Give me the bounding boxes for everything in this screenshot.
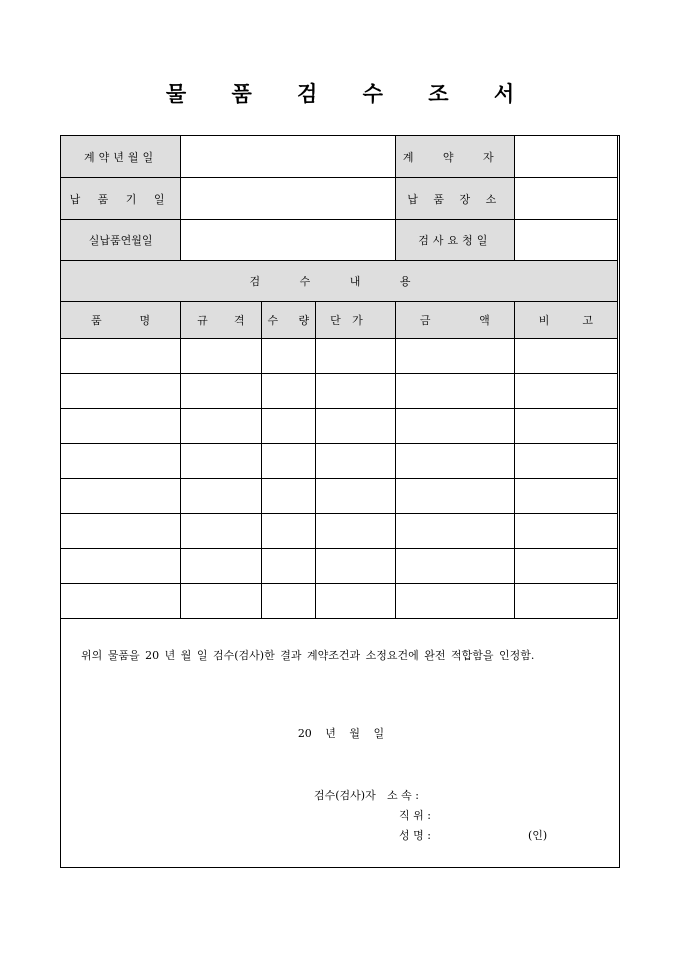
delivery-deadline-label: 납 품 기 일 — [61, 178, 181, 220]
item-name-cell[interactable] — [61, 444, 181, 479]
item-row — [61, 444, 618, 479]
document-title: 물 품 검 수 조 서 — [165, 81, 534, 106]
contractor-label: 계 약 자 — [395, 136, 514, 178]
amount-cell[interactable] — [395, 549, 514, 584]
inspection-form — [60, 135, 620, 868]
item-name-cell[interactable] — [61, 409, 181, 444]
column-header-row — [61, 302, 618, 339]
delivery-place-label: 납 품 장 소 — [395, 178, 514, 220]
inspector-prefix: 검수(검사)자 — [314, 789, 376, 802]
item-name-cell[interactable] — [61, 584, 181, 619]
unit-price-cell[interactable] — [316, 374, 396, 409]
inspection-request-label: 검사요청일 — [395, 220, 514, 261]
item-row — [61, 584, 618, 619]
spec-cell[interactable] — [181, 549, 261, 584]
item-name-cell[interactable] — [61, 339, 181, 374]
item-row — [61, 479, 618, 514]
spec-cell[interactable] — [181, 374, 261, 409]
spec-cell[interactable] — [181, 339, 261, 374]
date-line: 20 년 월 일 — [297, 727, 385, 740]
amount-cell[interactable] — [395, 479, 514, 514]
affiliation-label: 소 속 : — [387, 789, 419, 802]
unit-price-cell[interactable] — [316, 514, 396, 549]
unit-price-cell[interactable] — [316, 584, 396, 619]
col-qty: 수 량 — [261, 302, 316, 339]
spec-cell[interactable] — [181, 409, 261, 444]
remark-cell[interactable] — [514, 409, 617, 444]
delivery-place-field[interactable] — [514, 178, 617, 220]
col-amount: 금 액 — [395, 302, 514, 339]
item-row — [61, 374, 618, 409]
col-item-name: 품 명 — [61, 302, 181, 339]
item-name-cell[interactable] — [61, 479, 181, 514]
item-rows — [61, 339, 618, 619]
item-row — [61, 549, 618, 584]
remark-cell[interactable] — [514, 374, 617, 409]
qty-cell[interactable] — [261, 444, 316, 479]
inspection-request-field[interactable] — [514, 220, 617, 261]
spec-cell[interactable] — [181, 514, 261, 549]
position-label: 직 위 : — [399, 809, 431, 822]
unit-price-cell[interactable] — [316, 444, 396, 479]
remark-cell[interactable] — [514, 549, 617, 584]
amount-cell[interactable] — [395, 444, 514, 479]
amount-cell[interactable] — [395, 339, 514, 374]
qty-cell[interactable] — [261, 479, 316, 514]
amount-cell[interactable] — [395, 409, 514, 444]
amount-cell[interactable] — [395, 584, 514, 619]
item-name-cell[interactable] — [61, 374, 181, 409]
unit-price-cell[interactable] — [316, 409, 396, 444]
item-row — [61, 339, 618, 374]
qty-cell[interactable] — [261, 584, 316, 619]
remark-cell[interactable] — [514, 479, 617, 514]
spec-cell[interactable] — [181, 444, 261, 479]
name-label: 성 명 : — [399, 829, 431, 842]
statement-text: 위의 물품을 20 년 월 일 검수(검사)한 결과 계약조건과 소정요건에 완전 적합함을 인정함. — [81, 649, 535, 662]
actual-delivery-field[interactable] — [181, 220, 396, 261]
delivery-deadline-field[interactable] — [181, 178, 396, 220]
spec-cell[interactable] — [181, 479, 261, 514]
item-row — [61, 514, 618, 549]
col-spec: 규 격 — [181, 302, 261, 339]
qty-cell[interactable] — [261, 339, 316, 374]
remark-cell[interactable] — [514, 339, 617, 374]
col-unit-price: 단 가 — [316, 302, 396, 339]
contractor-field[interactable] — [514, 136, 617, 178]
actual-delivery-label: 실납품연월일 — [61, 220, 181, 261]
spec-cell[interactable] — [181, 584, 261, 619]
remark-cell[interactable] — [514, 584, 617, 619]
section-header: 검 수 내 용 — [61, 261, 618, 302]
item-name-cell[interactable] — [61, 549, 181, 584]
unit-price-cell[interactable] — [316, 549, 396, 584]
item-name-cell[interactable] — [61, 514, 181, 549]
unit-price-cell[interactable] — [316, 339, 396, 374]
item-row — [61, 409, 618, 444]
qty-cell[interactable] — [261, 514, 316, 549]
contract-date-label: 계약년월일 — [61, 136, 181, 178]
form-table — [60, 135, 618, 619]
qty-cell[interactable] — [261, 549, 316, 584]
seal-mark: (인) — [528, 829, 548, 842]
remark-cell[interactable] — [514, 444, 617, 479]
remark-cell[interactable] — [514, 514, 617, 549]
qty-cell[interactable] — [261, 409, 316, 444]
qty-cell[interactable] — [261, 374, 316, 409]
amount-cell[interactable] — [395, 514, 514, 549]
col-remark: 비 고 — [514, 302, 617, 339]
unit-price-cell[interactable] — [316, 479, 396, 514]
amount-cell[interactable] — [395, 374, 514, 409]
contract-date-field[interactable] — [181, 136, 396, 178]
